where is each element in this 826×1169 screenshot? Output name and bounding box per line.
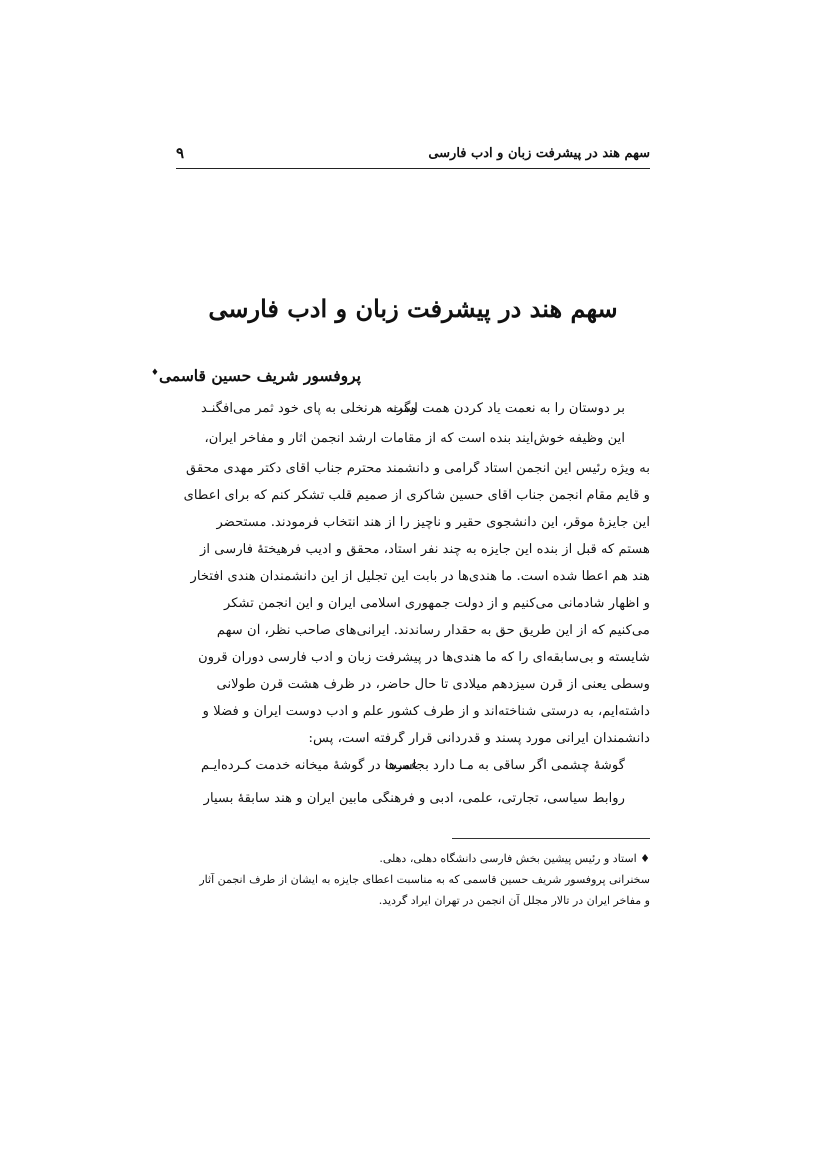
paragraph-line: شایسته و بی‌سابقه‌ای را که ما هندی‌ها در پیشرفت زبان و ادب فارسی دوران قرون <box>198 650 650 665</box>
verse-first-hemistich: گوشهٔ چشمی اگر ساقی به مـا دارد بجاسـت <box>384 758 625 773</box>
footnote-line: سخنرانی پروفسور شریف حسین قاسمی که به مناسبت اعطای جایزه به ایشان از طرف انجمن آثار <box>199 873 650 886</box>
paragraph-line: وسطی یعنی از قرن سیزدهم میلادی تا حال حاضر، در ظرف هشت قرن طولانی <box>216 677 650 692</box>
verse-second-hemistich: وگرنه هرنخلی به پای خود ثمر می‌افگنـد <box>201 401 417 416</box>
paragraph-line: می‌کنیم که از این طریق حق به حقدار رساندند. ایرانی‌های صاحب نظر، آن سهم <box>216 623 650 638</box>
quoted-verse <box>176 758 650 784</box>
paragraph-line: دانشمندان ایرانی مورد پسند و قدردانی قرار گرفته است، پس: <box>308 731 650 746</box>
author-line <box>151 366 361 385</box>
opening-verse <box>176 401 650 427</box>
paragraph-line: داشته‌ایم، به درستی شناخته‌اند و از طرف کشور علم و ادب دوست ایران و فضلا و <box>202 704 650 719</box>
paragraph-line: به ویژه رئیس این انجمن استاد گرامی و دانشمند محترم جناب آقای دکتر مهدی محقق <box>186 461 650 476</box>
article-title: سهم هند در پیشرفت زبان و ادب فارسی <box>208 294 618 323</box>
verse-second-hemistich: عمرها در گوشهٔ میخانه خدمت کـرده‌ایـم <box>201 758 419 773</box>
footnote-line: و مفاخر ایران در تالار مجلل آن انجمن در تهران ایراد گردید. <box>378 894 650 907</box>
page-number: ۹ <box>176 144 185 162</box>
verse-first-hemistich: بر دوستان را به نعمت یاد کردن همت است <box>390 401 625 416</box>
paragraph-line: این جایزهٔ موقر، این دانشجوی حقیر و ناچیز را از هند انتخاب فرمودند. مستحضر <box>216 515 650 530</box>
author-name: پروفسور شریف حسین قاسمی <box>158 366 361 385</box>
running-title: سهم هند در پیشرفت زبان و ادب فارسی <box>428 146 650 161</box>
paragraph-line: این وظیفه خوش‌آیند بنده است که از مقامات ارشد انجمن آثار و مفاخر ایران، <box>204 431 625 446</box>
paragraph-line: هند هم اعطا شده است. ما هندی‌ها در بابت این تجلیل از این دانشمندان هندی افتخار <box>190 569 650 584</box>
author-footnote-marker: ♦ <box>150 367 159 378</box>
footnote-line: ♦ استاد و رئیس پیشین بخش فارسی دانشگاه دهلی، دهلی. <box>379 852 650 865</box>
paragraph-line: و قایم مقام انجمن جناب آقای حسین شاکری از صمیم قلب تشکر کنم که برای اعطای <box>183 488 650 503</box>
running-header <box>176 143 650 167</box>
paragraph-line: و اظهار شادمانی می‌کنیم و از دولت جمهوری اسلامی ایران و این انجمن تشکر <box>223 596 650 611</box>
paragraph-line: هستم که قبل از بنده این جایزه به چند نفر استاد، محقق و ادیب فرهیختهٔ فارسی از <box>200 542 650 557</box>
header-divider <box>176 168 650 169</box>
paragraph-line: روابط سیاسی، تجارتی، علمی، ادبی و فرهنگی مابین ایران و هند سابقهٔ بسیار <box>203 791 625 806</box>
footnote-divider <box>452 838 650 839</box>
